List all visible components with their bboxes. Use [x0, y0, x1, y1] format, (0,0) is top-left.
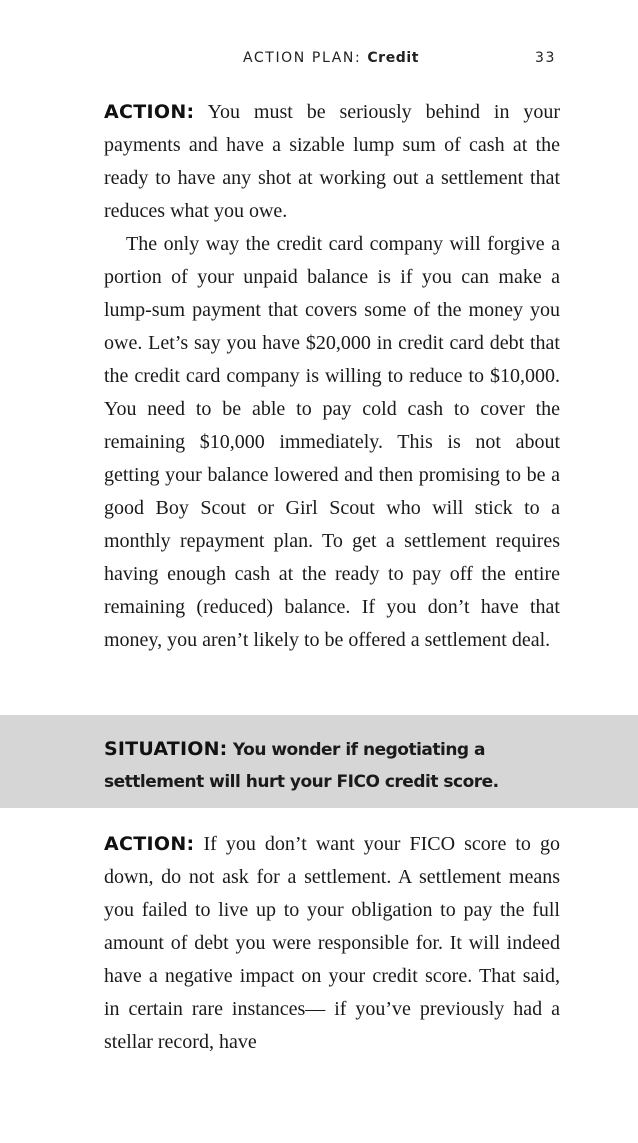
action-2-text: If you don’t want your FICO score to go down, do not ask for a settlement. A settlement means you failed to live up to your obligation to pay the full amount of debt you were responsible for. It will indeed have a negative impact on your credit score. That said, in certain rare instances— if you’ve previously had a stellar record, have	[104, 833, 560, 1053]
action-1-label: ACTION:	[104, 101, 195, 123]
situation-text-block	[104, 733, 574, 798]
running-head-subtitle: Credit	[367, 50, 420, 66]
action-1-paragraph-2: The only way the credit card company will forgive a portion of your unpaid balance is if you can make a lump-sum payment that covers some of the money you owe. Let’s say you have $20,000 in credit card debt that the credit card company is willing to reduce to $10,000. You need to be able to pay cold cash to cover the remaining $10,000 immediately. This is not about getting your balance lowered and then promising to be a good Boy Scout or Girl Scout who will stick to a monthly repayment plan. To get a settlement requires having enough cash at the ready to pay off the entire remaining (reduced) balance. If you don’t have that money, you aren’t likely to be offered a settlement deal.	[104, 233, 560, 651]
action-2-label: ACTION:	[104, 833, 195, 855]
action-block-1	[104, 96, 560, 657]
situation-label: SITUATION:	[104, 738, 228, 760]
situation-band	[0, 715, 638, 808]
running-head	[0, 50, 638, 72]
running-head-title	[243, 50, 419, 66]
action-1-paragraph-1	[104, 96, 560, 228]
situation-text: You wonder if negotiating a settlement will hurt your FICO credit score.	[104, 740, 499, 792]
action-2-paragraph	[104, 828, 560, 1059]
action-1-text: You must be seriously behind in your payments and have a sizable lump sum of cash at the ready to have any shot at working out a settlement that reduces what you owe.	[104, 101, 560, 222]
running-head-section: ACTION PLAN:	[243, 50, 368, 66]
page-number: 33	[534, 50, 556, 66]
action-block-2	[104, 828, 560, 1059]
